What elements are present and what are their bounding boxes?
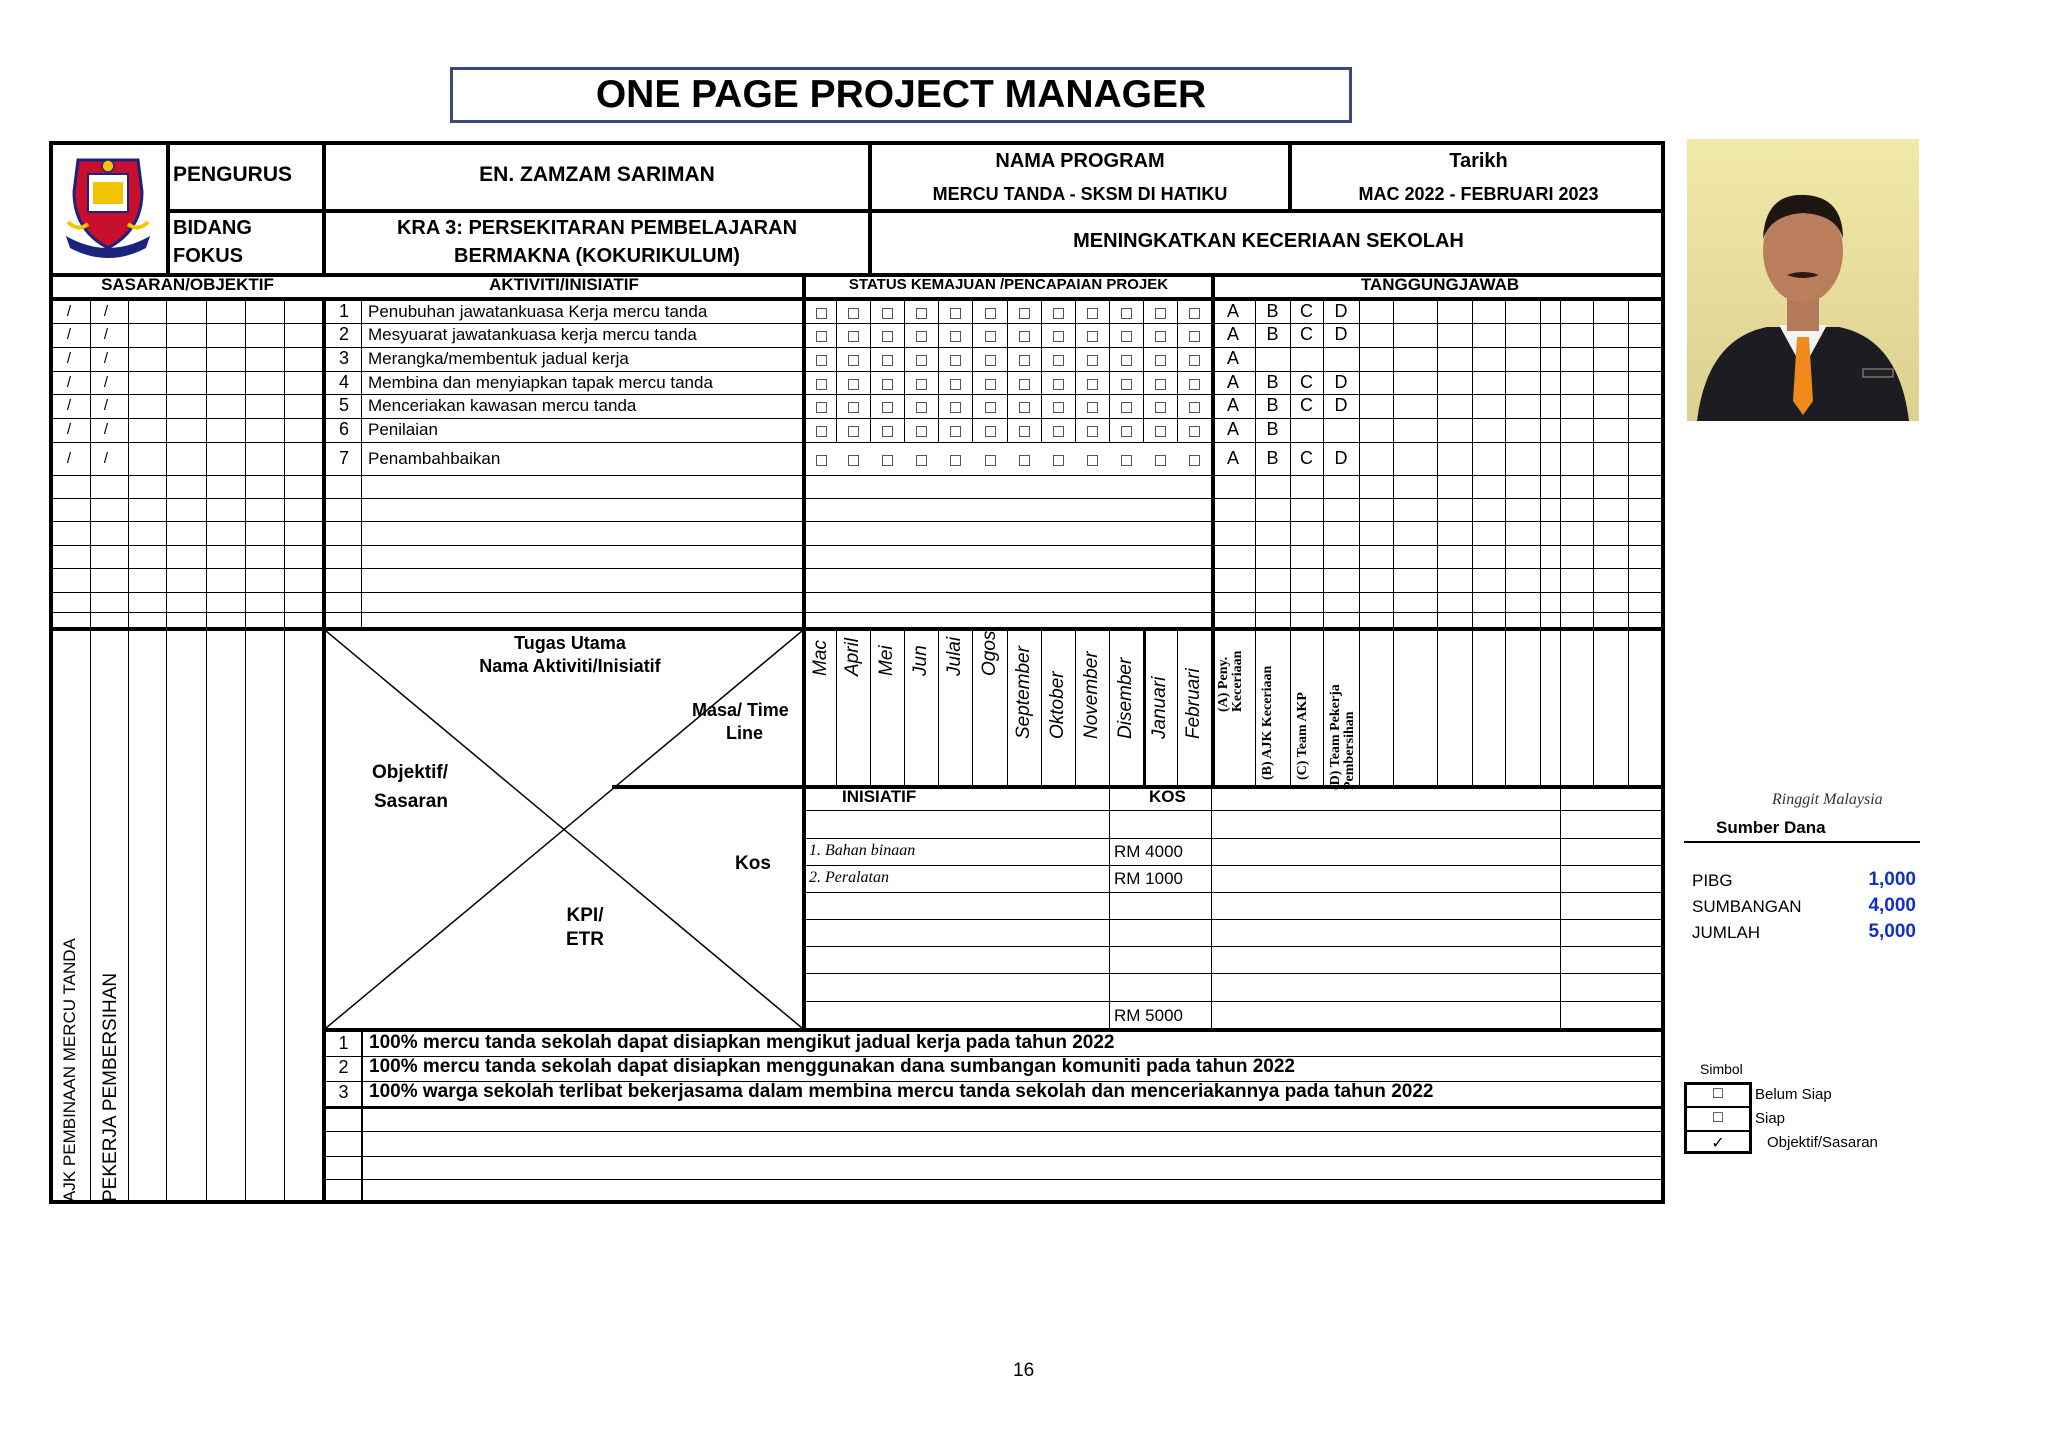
status-checkbox[interactable]	[1087, 331, 1098, 342]
grid-line	[1075, 631, 1076, 785]
fokus-label: FOKUS	[173, 245, 243, 267]
month-label: Mac	[810, 640, 831, 676]
responsibility-code: C	[1300, 300, 1313, 321]
status-checkbox[interactable]	[882, 331, 893, 342]
row-line	[49, 498, 1665, 499]
status-checkbox[interactable]	[848, 426, 859, 437]
role-label: (C) Team AKP	[1295, 692, 1310, 780]
status-checkbox[interactable]	[1053, 426, 1064, 437]
funding-label: JUMLAH	[1692, 923, 1761, 942]
slash-mark: /	[66, 302, 72, 320]
grid-line	[1560, 631, 1561, 785]
responsibility-code: D	[1334, 371, 1348, 392]
slash-mark: /	[66, 373, 72, 391]
month-label: Oktober	[1047, 671, 1068, 739]
status-checkbox[interactable]	[882, 379, 893, 390]
responsibility-code: D	[1334, 324, 1348, 344]
row-line	[806, 1001, 1665, 1002]
grid-line	[284, 631, 285, 1204]
responsibility-code: B	[1266, 419, 1279, 439]
status-checkbox[interactable]	[1019, 426, 1030, 437]
activity-number: 6	[338, 419, 349, 439]
responsibility-code: B	[1266, 300, 1279, 321]
funding-value: 4,000	[1868, 895, 1916, 916]
status-checkbox[interactable]	[1121, 331, 1132, 342]
row-line	[49, 545, 1665, 546]
role-label: (A) Peny. Keceriaan	[1216, 650, 1245, 712]
status-checkbox[interactable]	[1189, 402, 1200, 413]
status-checkbox[interactable]	[950, 308, 961, 319]
grid-line	[1255, 631, 1256, 785]
activity-number: 2	[338, 324, 349, 344]
status-checkbox[interactable]	[985, 455, 996, 466]
row-line	[326, 1179, 1665, 1180]
status-checkbox[interactable]	[1155, 331, 1166, 342]
month-label: Februari	[1183, 668, 1204, 739]
row-line	[806, 919, 1665, 920]
status-checkbox[interactable]	[1087, 426, 1098, 437]
section-sasaran: SASARAN/OBJEKTIF	[101, 275, 274, 294]
status-checkbox[interactable]	[1019, 308, 1030, 319]
left-vertical-label-1: AJK PEMBINAAN MERCU TANDA	[60, 938, 79, 1202]
status-checkbox[interactable]	[1121, 379, 1132, 390]
status-checkbox[interactable]	[985, 402, 996, 413]
slash-mark: /	[103, 326, 109, 343]
responsibility-code: A	[1226, 300, 1239, 321]
activity-name: Penubuhan jawatankuasa Kerja mercu tanda	[368, 301, 708, 321]
responsibility-code: C	[1300, 447, 1313, 468]
slash-mark: /	[66, 397, 72, 414]
legend-label: Siap	[1755, 1110, 1786, 1127]
status-checkbox[interactable]	[816, 379, 827, 390]
funding-currency: Ringgit Malaysia	[1772, 791, 1883, 808]
row-line	[49, 475, 1665, 476]
responsibility-code: A	[1226, 371, 1239, 392]
status-checkbox[interactable]	[882, 455, 893, 466]
status-checkbox[interactable]	[916, 308, 927, 319]
activity-number: 1	[338, 300, 349, 321]
responsibility-code: A	[1226, 324, 1239, 344]
status-checkbox[interactable]	[882, 308, 893, 319]
status-checkbox[interactable]	[1155, 379, 1166, 390]
slash-mark: /	[103, 302, 109, 320]
status-checkbox[interactable]	[1121, 308, 1132, 319]
slash-mark: /	[103, 350, 109, 367]
status-checkbox[interactable]	[1053, 355, 1064, 366]
status-checkbox[interactable]	[848, 402, 859, 413]
status-checkbox[interactable]	[816, 426, 827, 437]
status-checkbox[interactable]	[1053, 331, 1064, 342]
cost-item-name: 1. Bahan binaan	[809, 842, 916, 859]
slash-mark: /	[66, 421, 72, 438]
kpi-number: 1	[338, 1033, 349, 1053]
slash-mark: /	[66, 350, 72, 367]
status-checkbox[interactable]	[882, 402, 893, 413]
status-checkbox[interactable]	[1087, 355, 1098, 366]
row-line	[326, 1156, 1665, 1157]
activity-name: Mesyuarat jawatankuasa kerja mercu tanda	[368, 325, 697, 344]
activity-number: 4	[338, 371, 349, 392]
status-checkbox[interactable]	[916, 331, 927, 342]
cost-total: RM 5000	[1114, 1006, 1183, 1025]
grid-line	[1628, 631, 1629, 785]
activity-number: 7	[338, 447, 349, 468]
funding-value: 1,000	[1868, 869, 1916, 890]
slash-mark: /	[66, 326, 72, 343]
legend-label: Belum Siap	[1755, 1086, 1832, 1103]
status-checkbox[interactable]	[1121, 355, 1132, 366]
month-label: Mei	[876, 645, 897, 676]
cost-inisiatif-label: INISIATIF	[842, 787, 917, 806]
grid-line	[1211, 789, 1212, 1028]
section-aktiviti: AKTIVITI/INISIATIF	[489, 275, 639, 294]
page-number: 16	[1013, 1360, 1035, 1381]
activity-row	[49, 371, 1665, 394]
page-title: ONE PAGE PROJECT MANAGER	[450, 67, 1352, 123]
diagram-kos: Kos	[735, 853, 771, 874]
grid-line	[1472, 631, 1473, 785]
status-checkbox[interactable]	[1019, 355, 1030, 366]
diagram-line: Line	[726, 723, 764, 743]
activity-row	[49, 394, 1665, 418]
status-checkbox[interactable]	[950, 455, 961, 466]
status-checkbox[interactable]	[950, 426, 961, 437]
status-checkbox[interactable]	[1155, 426, 1166, 437]
status-checkbox[interactable]	[882, 426, 893, 437]
slash-mark: /	[103, 397, 109, 414]
slash-mark: /	[103, 373, 109, 391]
cost-item-amount: RM 1000	[1114, 869, 1183, 888]
status-checkbox[interactable]	[1155, 402, 1166, 413]
kpi-text: 100% mercu tanda sekolah dapat disiapkan menggunakan dana sumbangan komuniti pada tahun 2022	[369, 1056, 1295, 1077]
responsibility-code: D	[1334, 447, 1348, 468]
status-checkbox[interactable]	[1019, 455, 1030, 466]
status-checkbox[interactable]	[950, 379, 961, 390]
grid-line	[870, 631, 871, 785]
activity-row	[49, 442, 1665, 475]
funding-header: Sumber Dana	[1716, 818, 1826, 837]
status-checkbox[interactable]	[916, 455, 927, 466]
status-checkbox[interactable]	[916, 379, 927, 390]
grid-line	[904, 631, 905, 785]
month-label: September	[1013, 646, 1034, 739]
row-line	[49, 592, 1665, 593]
left-vertical-label-2: PEKERJA PEMBERSIHAN	[100, 972, 121, 1202]
status-checkbox[interactable]	[1121, 402, 1132, 413]
status-checkbox[interactable]	[1189, 331, 1200, 342]
row-line	[326, 1131, 1665, 1132]
pengurus-value: EN. ZAMZAM SARIMAN	[479, 163, 715, 186]
slash-mark: /	[103, 421, 109, 438]
status-checkbox[interactable]	[950, 402, 961, 413]
status-checkbox[interactable]	[1087, 308, 1098, 319]
kpi-number: 3	[338, 1082, 349, 1102]
responsibility-code: B	[1266, 447, 1279, 468]
manager-photo	[1687, 139, 1919, 421]
responsibility-code: B	[1266, 324, 1279, 344]
status-checkbox[interactable]	[848, 331, 859, 342]
legend-symbol: □	[1713, 1085, 1723, 1102]
month-label: Disember	[1115, 657, 1136, 739]
status-checkbox[interactable]	[1053, 308, 1064, 319]
status-checkbox[interactable]	[916, 355, 927, 366]
legend-title: Simbol	[1700, 1061, 1743, 1077]
status-checkbox[interactable]	[848, 379, 859, 390]
grid-line	[1540, 631, 1541, 785]
activity-row	[49, 323, 1665, 347]
status-checkbox[interactable]	[1053, 379, 1064, 390]
status-checkbox[interactable]	[1121, 455, 1132, 466]
status-checkbox[interactable]	[1053, 455, 1064, 466]
cost-kos-label: KOS	[1149, 787, 1186, 806]
kpi-text: 100% warga sekolah terlibat bekerjasama dalam membina mercu tanda sekolah dan menceriakannya pada tahun 2022	[369, 1081, 1434, 1102]
activity-name: Menceriakan kawasan mercu tanda	[368, 396, 637, 415]
row-line	[806, 838, 1665, 839]
grid-line	[206, 631, 207, 1204]
status-checkbox[interactable]	[950, 331, 961, 342]
row-line	[806, 973, 1665, 974]
month-label: Jun	[910, 645, 931, 676]
grid-line	[1359, 631, 1360, 785]
status-checkbox[interactable]	[985, 331, 996, 342]
status-checkbox[interactable]	[816, 455, 827, 466]
grid-line	[1109, 631, 1110, 785]
school-crest-logo	[58, 152, 158, 262]
row-line	[806, 892, 1665, 893]
pengurus-label: PENGURUS	[173, 163, 293, 186]
row-line	[806, 865, 1665, 866]
month-label: Ogos	[978, 630, 1000, 676]
responsibility-code: C	[1300, 395, 1313, 415]
row-line	[806, 946, 1665, 947]
row-line	[49, 568, 1665, 569]
responsibility-code: D	[1334, 300, 1348, 321]
status-checkbox[interactable]	[985, 355, 996, 366]
activity-name: Penilaian	[368, 420, 438, 439]
diagram-kpi: KPI/	[566, 905, 604, 926]
status-checkbox[interactable]	[1053, 402, 1064, 413]
month-label: Januari	[1149, 676, 1170, 739]
grid-line	[90, 631, 91, 1204]
responsibility-code: B	[1266, 395, 1279, 415]
tarikh-value: MAC 2022 - FEBRUARI 2023	[1358, 184, 1599, 204]
responsibility-code: B	[1266, 371, 1279, 392]
activity-number: 3	[338, 348, 349, 368]
kpi-number: 2	[338, 1057, 349, 1077]
diagram-etr: ETR	[566, 929, 604, 950]
kpi-text: 100% mercu tanda sekolah dapat disiapkan mengikut jadual kerja pada tahun 2022	[369, 1032, 1115, 1053]
status-checkbox[interactable]	[1019, 402, 1030, 413]
status-checkbox[interactable]	[1189, 355, 1200, 366]
status-checkbox[interactable]	[1155, 308, 1166, 319]
responsibility-code: A	[1226, 395, 1239, 415]
grid-line	[1007, 631, 1008, 785]
status-checkbox[interactable]	[1019, 331, 1030, 342]
responsibility-code: D	[1334, 395, 1348, 415]
nama-program-label: NAMA PROGRAM	[995, 150, 1165, 172]
row-line	[1684, 1106, 1752, 1108]
grid-line	[166, 631, 167, 1204]
slash-mark: /	[66, 449, 72, 467]
slash-mark: /	[103, 449, 109, 467]
month-label: Julai	[944, 636, 965, 676]
status-checkbox[interactable]	[1087, 455, 1098, 466]
cost-item-amount: RM 4000	[1114, 842, 1183, 861]
status-checkbox[interactable]	[882, 355, 893, 366]
section-tanggungjawab: TANGGUNGJAWAB	[1360, 275, 1520, 294]
activity-name: Penambahbaikan	[368, 448, 501, 468]
funding-label: PIBG	[1692, 871, 1733, 890]
responsibility-code: A	[1226, 348, 1239, 368]
month-label: April	[842, 637, 863, 676]
grid-line	[1437, 631, 1438, 785]
grid-line	[1211, 631, 1215, 785]
cost-item-name: 2. Peralatan	[809, 869, 889, 886]
tarikh-label: Tarikh	[1449, 150, 1508, 172]
diagram-sasaran: Sasaran	[374, 791, 448, 812]
status-checkbox[interactable]	[985, 426, 996, 437]
status-checkbox[interactable]	[848, 455, 859, 466]
activity-row	[49, 300, 1665, 323]
grid-line	[836, 631, 837, 785]
status-checkbox[interactable]	[816, 355, 827, 366]
status-checkbox[interactable]	[916, 402, 927, 413]
status-checkbox[interactable]	[1189, 379, 1200, 390]
status-checkbox[interactable]	[816, 331, 827, 342]
diagram-objektif: Objektif/	[372, 762, 449, 783]
grid-line	[1041, 631, 1042, 785]
grid-line	[1560, 789, 1561, 1028]
diagram-nama-aktiviti: Nama Aktiviti/Inisiatif	[479, 656, 661, 676]
status-checkbox[interactable]	[950, 355, 961, 366]
role-label: (D) Team Pekerja Pembersihan	[1328, 684, 1357, 790]
status-checkbox[interactable]	[1087, 402, 1098, 413]
status-checkbox[interactable]	[1189, 308, 1200, 319]
status-checkbox[interactable]	[1155, 455, 1166, 466]
nama-program-value: MERCU TANDA - SKSM DI HATIKU	[932, 184, 1228, 204]
grid-line	[1505, 631, 1506, 785]
kra-line1: KRA 3: PERSEKITARAN PEMBELAJARAN	[396, 217, 798, 239]
status-checkbox[interactable]	[848, 308, 859, 319]
activity-row	[49, 347, 1665, 371]
grid-line	[938, 631, 939, 785]
grid-line	[1177, 631, 1178, 785]
funding-value: 5,000	[1868, 921, 1916, 942]
status-checkbox[interactable]	[1087, 379, 1098, 390]
grid-line	[1323, 631, 1324, 785]
row-line	[1684, 1130, 1752, 1132]
status-checkbox[interactable]	[1189, 455, 1200, 466]
activity-name: Membina dan menyiapkan tapak mercu tanda	[368, 372, 713, 392]
bidang-label: BIDANG	[173, 217, 252, 239]
responsibility-code: A	[1226, 447, 1239, 468]
legend-label: Objektif/Sasaran	[1767, 1134, 1878, 1151]
status-checkbox[interactable]	[1155, 355, 1166, 366]
activity-row	[49, 418, 1665, 442]
grid-line	[245, 631, 246, 1204]
diagram-x	[326, 631, 802, 1028]
grid-line	[1393, 631, 1394, 785]
grid-line	[361, 1032, 363, 1204]
responsibility-code: C	[1300, 324, 1313, 344]
status-checkbox[interactable]	[985, 379, 996, 390]
responsibility-code: A	[1226, 419, 1239, 439]
status-checkbox[interactable]	[1019, 379, 1030, 390]
row-line	[806, 810, 1665, 811]
kra-line2: BERMAKNA (KOKURIKULUM)	[454, 245, 740, 267]
status-checkbox[interactable]	[848, 355, 859, 366]
role-label: (B) AJK Keceriaan	[1260, 665, 1275, 780]
legend-symbol: □	[1713, 1109, 1723, 1126]
funding-label: SUMBANGAN	[1692, 897, 1802, 916]
legend-symbol: ✓	[1711, 1135, 1725, 1152]
grid-line	[1143, 631, 1146, 785]
diagram-tugas-utama: Tugas Utama	[514, 633, 626, 653]
responsibility-code: C	[1300, 371, 1313, 392]
activity-name: Merangka/membentuk jadual kerja	[368, 349, 629, 368]
status-checkbox[interactable]	[916, 426, 927, 437]
month-label: November	[1081, 651, 1102, 739]
grid-line	[1593, 631, 1594, 785]
row-line	[49, 521, 1665, 522]
activity-number: 5	[338, 395, 349, 415]
status-checkbox[interactable]	[1121, 426, 1132, 437]
status-checkbox[interactable]	[1189, 426, 1200, 437]
grid-line	[128, 631, 129, 1204]
status-checkbox[interactable]	[816, 308, 827, 319]
section-status: STATUS KEMAJUAN /PENCAPAIAN PROJEK	[848, 276, 1169, 293]
row-line	[326, 1106, 1665, 1109]
status-checkbox[interactable]	[985, 308, 996, 319]
grid-line	[1109, 789, 1110, 1028]
grid-line	[1290, 631, 1291, 785]
row-line	[49, 612, 1665, 613]
status-checkbox[interactable]	[816, 402, 827, 413]
goal-text: MENINGKATKAN KECERIAAN SEKOLAH	[1073, 230, 1464, 252]
grid-line	[972, 631, 973, 785]
diagram-masa: Masa/ Time	[692, 700, 789, 720]
